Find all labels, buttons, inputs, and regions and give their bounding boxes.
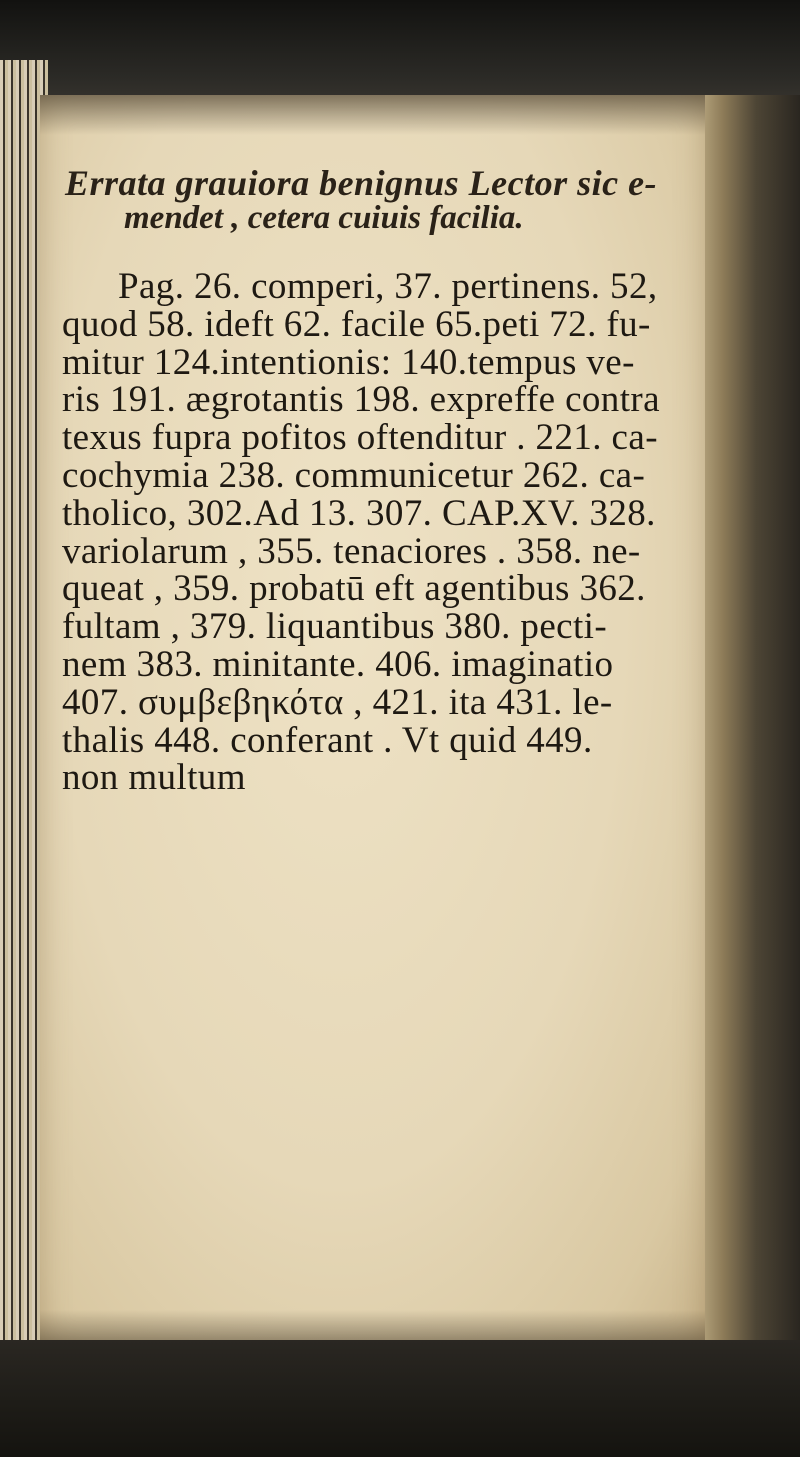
errata-list: [62, 268, 702, 797]
errata-heading-continued: mendet , cetera cuiuis facilia.: [124, 200, 524, 236]
background-top: [0, 0, 800, 110]
errata-line: texus fupra pofitos oftenditur . 221. ca-: [62, 417, 658, 459]
errata-line: fultam , 379. liquantibus 380. pecti-: [62, 606, 608, 648]
errata-line: queat , 359. probatū eft agentibus 362.: [62, 568, 646, 610]
errata-line: Pag. 26. comperi, 37. pertinens. 52,: [118, 266, 658, 307]
errata-line: thalis 448. conferant . Vt quid 449.: [62, 719, 593, 761]
errata-line: cochymia 238. communicetur 262. ca-: [62, 454, 646, 496]
errata-line: variolarum , 355. tenaciores . 358. ne-: [62, 530, 641, 572]
errata-line: 407. συμβεβηκότα , 421. ita 431. le-: [62, 681, 613, 723]
errata-line: quod 58. ideft 62. facile 65.peti 72. fu-: [62, 303, 651, 345]
errata-line: nem 383. minitante. 406. imaginatio: [62, 643, 614, 685]
page-edges-right: [690, 95, 800, 1355]
errata-line: tholico, 302.Ad 13. 307. CAP.XV. 328.: [62, 492, 656, 534]
errata-line: non multum: [62, 757, 246, 799]
errata-line: ris 191. ægrotantis 198. expreffe contra: [62, 379, 660, 421]
errata-heading: Errata grauiora benignus Lector sic e-: [65, 163, 658, 203]
background-bottom: [0, 1340, 800, 1457]
errata-line: mitur 124.intentionis: 140.tempus ve-: [62, 341, 635, 383]
page-shadow-top: [40, 95, 705, 135]
